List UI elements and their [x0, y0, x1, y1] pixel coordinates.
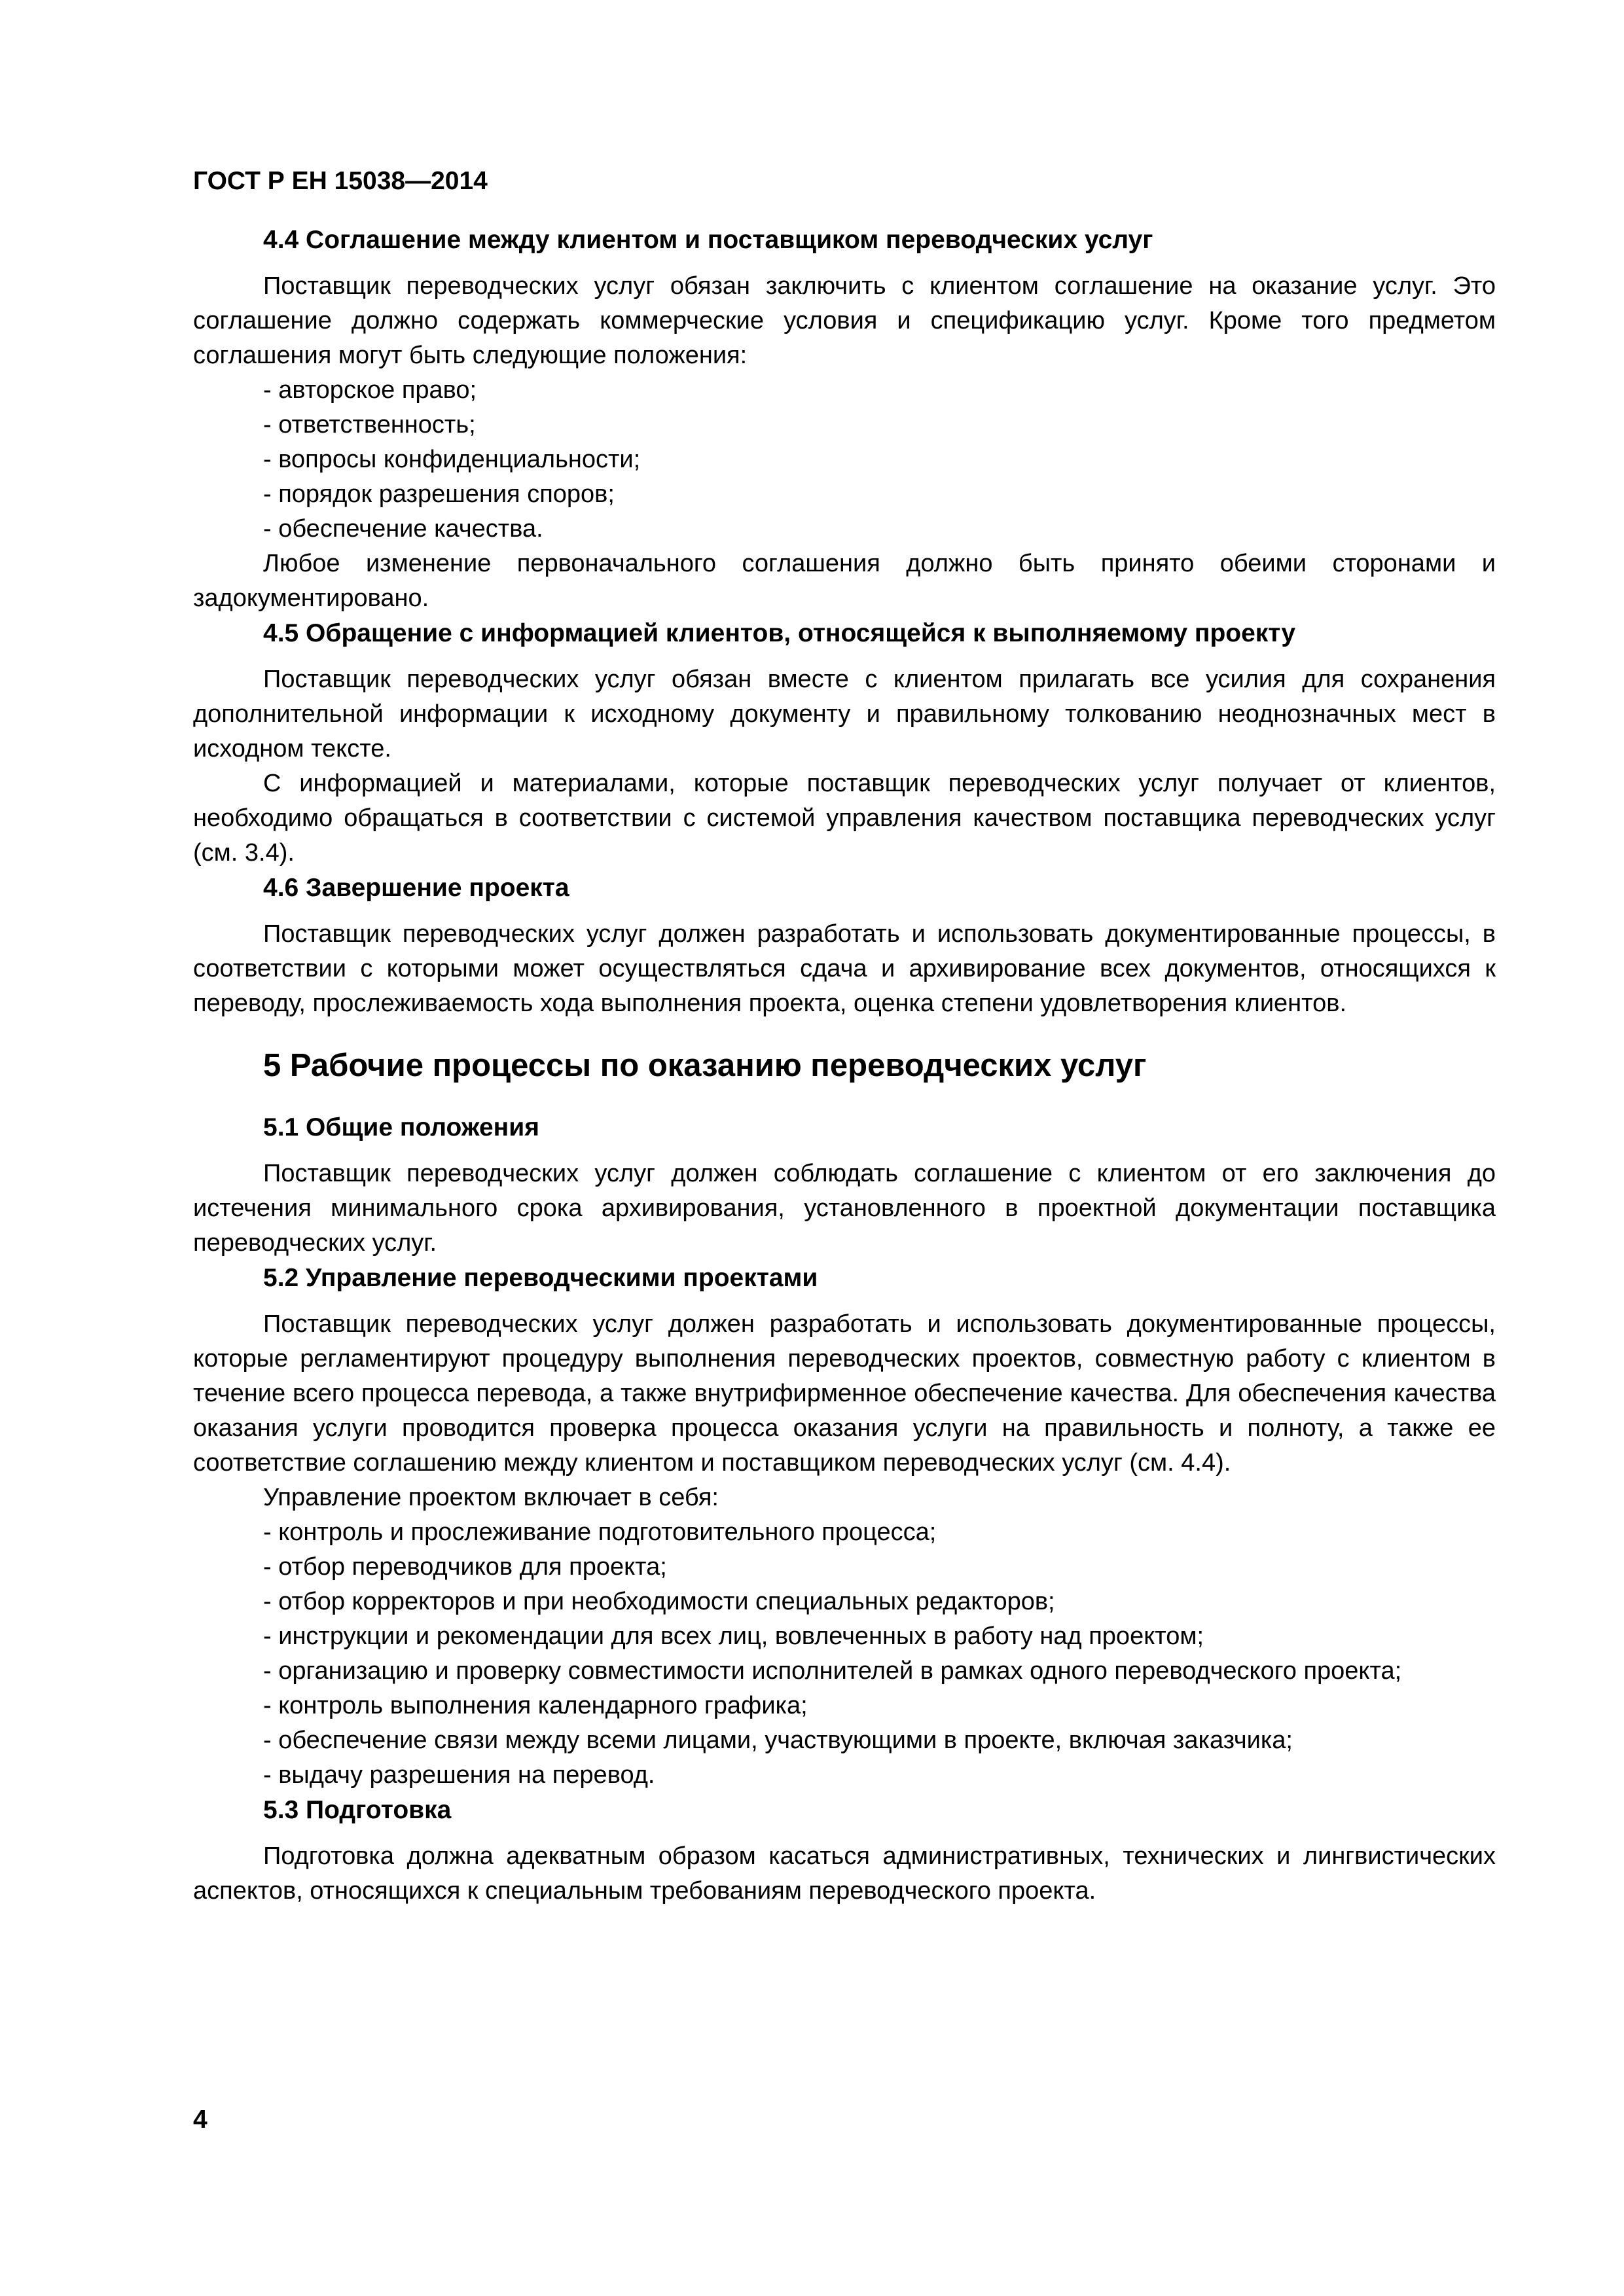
list-item: - организацию и проверку совместимости исполнителей в рамках одного переводческого проекта;	[263, 1657, 1402, 1685]
list-item: - обеспечение связи между всеми лицами, участвующими в проекте, включая заказчика;	[263, 1727, 1293, 1754]
section-4-6-heading: 4.6 Завершение проекта	[263, 874, 569, 902]
list-item: - контроль и прослеживание подготовительного процесса;	[263, 1518, 937, 1546]
section-4-4-list	[193, 373, 1496, 547]
list-item: - инструкции и рекомендации для всех лиц, вовлеченных в работу над проектом;	[263, 1623, 1204, 1650]
section-5-1-heading: 5.1 Общие положения	[263, 1113, 539, 1141]
list-item: - отбор корректоров и при необходимости специальных редакторов;	[263, 1588, 1055, 1615]
list-item: - ответственность;	[263, 411, 476, 439]
section-4-4-paragraph-2: Любое изменение первоначального соглашения должно быть принято обеими сторонами и задокументировано.	[193, 550, 1496, 612]
list-item: - вопросы конфиденциальности;	[263, 446, 641, 473]
section-5-2-heading: 5.2 Управление переводческими проектами	[263, 1264, 818, 1292]
page-number: 4	[193, 2106, 208, 2134]
list-item: - выдачу разрешения на перевод.	[263, 1761, 655, 1789]
list-item: - авторское право;	[263, 376, 477, 404]
section-5-2-paragraph-2: Управление проектом включает в себя:	[263, 1484, 719, 1511]
page-content	[193, 223, 1496, 1909]
section-4-5-heading: 4.5 Обращение с информацией клиентов, относящейся к выполняемому проекту	[263, 619, 1296, 647]
section-5-3-heading: 5.3 Подготовка	[263, 1796, 452, 1824]
section-5-3-paragraph-1: Подготовка должна адекватным образом касаться административных, технических и лингвистических аспектов, относящихся к специальным требованиям переводческого проекта.	[193, 1842, 1496, 1905]
section-4-5-paragraph-2: С информацией и материалами, которые поставщик переводческих услуг получает от клиентов, необходимо обращаться в соответствии с системой управления качеством поставщика переводческих услуг (см. 3.4).	[193, 770, 1496, 867]
list-item: - порядок разрешения споров;	[263, 480, 615, 508]
list-item: - обеспечение качества.	[263, 515, 543, 543]
document-code-header: ГОСТ Р ЕН 15038—2014	[193, 167, 488, 195]
section-4-5-paragraph-1: Поставщик переводческих услуг обязан вместе с клиентом прилагать все усилия для сохранения дополнительной информации к исходному документу и правильному толкованию неоднозначных мест в исходном тексте.	[193, 666, 1496, 762]
list-item: - отбор переводчиков для проекта;	[263, 1553, 667, 1581]
section-5-2-list	[193, 1515, 1496, 1793]
section-4-4-paragraph-1: Поставщик переводческих услуг обязан заключить с клиентом соглашение на оказание услуг. Это соглашение должно содержать коммерческие условия и спецификацию услуг. Кроме того предметом соглашения могут быть следующие положения:	[193, 272, 1496, 369]
section-5-1-paragraph-1: Поставщик переводческих услуг должен соблюдать соглашение с клиентом от его заключения до истечения минимального срока архивирования, установленного в проектной документации поставщика переводческих услуг.	[193, 1160, 1496, 1257]
section-4-4-heading: 4.4 Соглашение между клиентом и поставщиком переводческих услуг	[263, 226, 1153, 254]
section-5-2-paragraph-1: Поставщик переводческих услуг должен разработать и использовать документированные процессы, которые регламентируют процедуру выполнения переводческих проектов, совместную работу с клиентом в течение всего процесса перевода, а также внутрифирменное обеспечение качества. Для обеспечения качества оказания услуги проводится проверка процесса оказания услуги на правильность и полноту, а также ее соответствие соглашению между клиентом и поставщиком переводческих услуг (см. 4.4).	[193, 1310, 1496, 1477]
section-4-6-paragraph-1: Поставщик переводческих услуг должен разработать и использовать документированные процессы, в соответствии с которыми может осуществляться сдача и архивирование всех документов, относящихся к переводу, прослеживаемость хода выполнения проекта, оценка степени удовлетворения клиентов.	[193, 920, 1496, 1017]
list-item: - контроль выполнения календарного графика;	[263, 1692, 808, 1719]
section-5-heading: 5 Рабочие процессы по оказанию переводческих услуг	[263, 1048, 1147, 1083]
